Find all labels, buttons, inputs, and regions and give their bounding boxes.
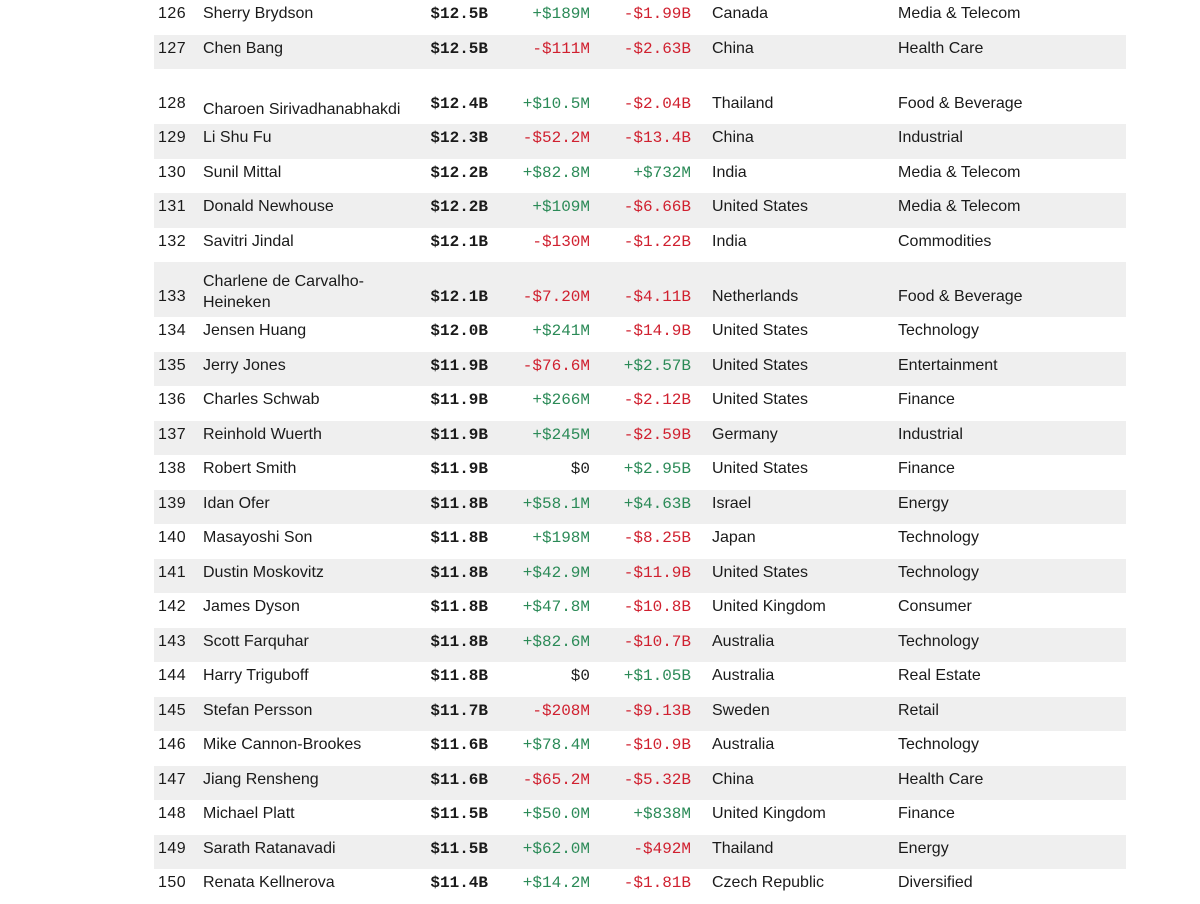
last-change-cell: +$198M [532,529,590,547]
rank-cell: 150 [158,874,187,891]
table-row[interactable] [154,262,1126,317]
rank-cell: 148 [158,805,187,822]
billionaire-name[interactable]: Dustin Moskovitz [203,563,324,581]
country-cell: United States [712,322,809,339]
last-change-cell: +$58.1M [522,494,590,513]
ytd-change-cell: -$1.81B [623,874,691,892]
net-worth-cell: $12.5B [430,39,488,58]
last-change-cell: -$52.2M [522,129,590,147]
billionaire-name[interactable]: Charlene de Carvalho-Heineken [203,273,364,311]
net-worth-cell: $11.5B [430,805,488,823]
net-worth-cell: $11.6B [430,736,488,754]
country-cell: Czech Republic [712,874,825,891]
industry-cell: Consumer [898,598,972,615]
ytd-change-cell: -$10.9B [623,736,691,754]
ytd-change-cell: -$1.22B [623,232,691,251]
billionaire-name[interactable]: Michael Platt [203,805,295,822]
table-row[interactable] [154,124,1126,159]
country-cell: China [712,770,754,788]
net-worth-cell: $11.8B [430,667,488,685]
table-row[interactable] [154,35,1126,70]
country-cell: Canada [712,5,769,22]
industry-cell: Industrial [898,425,963,443]
table-row[interactable] [154,69,1126,124]
ytd-change-cell: -$4.11B [623,287,691,306]
table-row[interactable] [154,593,1126,628]
net-worth-cell: $11.8B [430,563,488,582]
net-worth-cell: $11.8B [430,598,488,616]
table-row[interactable] [154,386,1126,421]
table-row[interactable] [154,455,1126,490]
table-row[interactable] [154,193,1126,228]
industry-cell: Finance [898,391,955,408]
table-row[interactable] [154,869,1126,904]
rank-cell: 136 [158,391,187,408]
industry-cell: Technology [898,322,979,339]
last-change-cell: +$50.0M [522,805,590,823]
ytd-change-cell: -$11.9B [623,563,691,582]
net-worth-cell: $12.0B [430,322,488,340]
last-change-cell: +$10.5M [522,94,590,113]
rank-cell: 127 [158,39,187,57]
billionaire-name[interactable]: Sarath Ratanavadi [203,839,336,857]
industry-cell: Technology [898,529,979,546]
industry-cell: Retail [898,701,939,719]
country-cell: China [712,39,754,57]
ytd-change-cell: -$14.9B [623,322,691,340]
country-cell: Australia [712,667,775,684]
billionaire-name[interactable]: Harry Triguboff [203,667,309,684]
ytd-change-cell: +$1.05B [623,667,691,685]
ytd-change-cell: -$5.32B [623,770,691,789]
rank-cell: 132 [158,232,187,250]
net-worth-cell: $12.1B [430,287,488,306]
table-row[interactable] [154,628,1126,663]
last-change-cell: +$245M [532,425,590,444]
ytd-change-cell: -$10.7B [623,632,691,651]
country-cell: Australia [712,736,775,753]
country-cell: Thailand [712,839,774,857]
country-cell: United Kingdom [712,598,826,615]
ytd-change-cell: -$2.63B [623,39,691,58]
industry-cell: Entertainment [898,356,998,374]
rank-cell: 140 [158,529,187,546]
net-worth-cell: $11.7B [430,701,488,720]
rank-cell: 142 [158,598,187,615]
last-change-cell: +$266M [532,391,590,409]
ytd-change-cell: -$2.59B [623,425,691,444]
billionaire-name[interactable]: Mike Cannon-Brookes [203,736,362,753]
last-change-cell: $0 [570,667,590,685]
country-cell: United States [712,391,809,408]
last-change-cell: +$82.8M [522,163,590,182]
country-cell: Thailand [712,94,774,112]
billionaire-name[interactable]: Masayoshi Son [203,529,313,546]
industry-cell: Technology [898,632,979,650]
industry-cell: Industrial [898,129,963,146]
last-change-cell: -$208M [532,701,590,720]
billionaire-name[interactable]: Scott Farquhar [203,632,309,650]
rank-cell: 128 [158,94,187,112]
billionaire-name[interactable]: Sunil Mittal [203,163,282,181]
table-row[interactable] [154,159,1126,194]
net-worth-cell: $11.9B [430,460,488,478]
industry-cell: Health Care [898,770,984,788]
industry-cell: Finance [898,805,955,822]
billionaires-table [154,0,1126,904]
net-worth-cell: $11.4B [430,874,488,892]
billionaire-name[interactable]: Reinhold Wuerth [203,425,322,443]
table-row[interactable] [154,490,1126,525]
ytd-change-cell: -$9.13B [623,701,691,720]
country-cell: Australia [712,632,775,650]
last-change-cell: +$14.2M [522,874,590,892]
country-cell: United States [712,460,809,477]
ytd-change-cell: -$6.66B [623,198,691,216]
billionaire-name[interactable]: Jerry Jones [203,356,286,374]
country-cell: Israel [712,494,752,512]
rank-cell: 145 [158,701,187,719]
last-change-cell: +$241M [532,322,590,340]
ytd-change-cell: -$2.04B [623,94,691,113]
net-worth-cell: $12.4B [430,94,488,113]
billionaire-name[interactable]: Jiang Rensheng [203,770,319,788]
industry-cell: Diversified [898,874,973,891]
industry-cell: Health Care [898,39,984,57]
ytd-change-cell: -$2.12B [623,391,691,409]
billionaire-name[interactable]: Charles Schwab [203,391,320,408]
table-row[interactable] [154,835,1126,870]
country-cell: China [712,129,754,146]
rank-cell: 144 [158,667,187,684]
ytd-change-cell: -$8.25B [623,529,691,547]
country-cell: United States [712,563,809,581]
billionaire-name[interactable]: Idan Ofer [203,494,270,512]
rank-cell: 139 [158,494,187,512]
ytd-change-cell: +$4.63B [623,494,691,513]
net-worth-cell: $11.8B [430,529,488,547]
billionaire-name[interactable]: Li Shu Fu [203,129,272,146]
rank-cell: 149 [158,839,187,857]
net-worth-cell: $11.8B [430,494,488,513]
last-change-cell: +$62.0M [522,839,590,858]
billionaire-name[interactable]: Jensen Huang [203,322,307,339]
net-worth-cell: $12.5B [430,5,488,23]
last-change-cell: +$78.4M [522,736,590,754]
last-change-cell: $0 [570,460,590,478]
industry-cell: Energy [898,839,949,857]
last-change-cell: -$76.6M [522,356,590,375]
country-cell: United States [712,356,809,374]
industry-cell: Media & Telecom [898,5,1021,22]
ytd-change-cell: +$2.95B [623,460,691,478]
country-cell: India [712,232,747,250]
industry-cell: Media & Telecom [898,163,1021,181]
industry-cell: Food & Beverage [898,94,1023,112]
net-worth-cell: $11.6B [430,770,488,789]
last-change-cell: -$7.20M [522,287,590,306]
country-cell: Netherlands [712,287,799,305]
net-worth-cell: $11.5B [430,839,488,858]
rank-cell: 138 [158,460,187,477]
net-worth-cell: $12.2B [430,163,488,182]
rank-cell: 126 [158,5,187,22]
net-worth-cell: $11.9B [430,356,488,375]
last-change-cell: +$189M [532,5,590,23]
billionaire-name[interactable]: Chen Bang [203,39,284,57]
table-row[interactable] [154,352,1126,387]
industry-cell: Food & Beverage [898,287,1023,305]
billionaire-name[interactable]: James Dyson [203,598,300,615]
table-row[interactable] [154,662,1126,697]
net-worth-cell: $12.2B [430,198,488,216]
last-change-cell: -$130M [532,232,590,251]
industry-cell: Real Estate [898,667,981,684]
rank-cell: 133 [158,287,187,305]
rank-cell: 147 [158,770,187,788]
country-cell: Germany [712,425,778,443]
rank-cell: 129 [158,129,187,146]
rank-cell: 130 [158,163,187,181]
industry-cell: Media & Telecom [898,198,1021,215]
last-change-cell: -$65.2M [522,770,590,789]
table-row[interactable] [154,800,1126,835]
last-change-cell: +$82.6M [522,632,590,651]
rank-cell: 137 [158,425,187,443]
rank-cell: 141 [158,563,187,581]
billionaire-name[interactable]: Sherry Brydson [203,5,314,22]
ytd-change-cell: +$732M [633,163,691,182]
net-worth-cell: $12.1B [430,232,488,251]
ytd-change-cell: -$1.99B [623,5,691,23]
table-row[interactable] [154,766,1126,801]
billionaire-name[interactable]: Renata Kellnerova [203,874,335,891]
industry-cell: Finance [898,460,955,477]
table-row[interactable] [154,731,1126,766]
table-row[interactable] [154,0,1126,35]
country-cell: Japan [712,529,756,546]
billionaire-name[interactable]: Savitri Jindal [203,232,294,250]
country-cell: Sweden [712,701,770,719]
table-row[interactable] [154,228,1126,263]
ytd-change-cell: -$492M [633,839,691,858]
net-worth-cell: $11.9B [430,425,488,444]
net-worth-cell: $11.8B [430,632,488,651]
rank-cell: 143 [158,632,187,650]
country-cell: India [712,163,747,181]
country-cell: United Kingdom [712,805,826,822]
country-cell: United States [712,198,809,215]
last-change-cell: +$109M [532,198,590,216]
billionaire-name[interactable]: Charoen Sirivadhanabhakdi [203,101,401,118]
table-row[interactable] [154,421,1126,456]
industry-cell: Technology [898,563,979,581]
industry-cell: Energy [898,494,949,512]
rank-cell: 146 [158,736,187,753]
table-row[interactable] [154,524,1126,559]
net-worth-cell: $11.9B [430,391,488,409]
billionaire-name[interactable]: Robert Smith [203,460,297,477]
last-change-cell: +$47.8M [522,598,590,616]
table-row[interactable] [154,317,1126,352]
table-row[interactable] [154,697,1126,732]
rank-cell: 134 [158,322,187,339]
ytd-change-cell: -$13.4B [623,129,691,147]
ytd-change-cell: +$2.57B [623,356,691,375]
billionaire-name[interactable]: Stefan Persson [203,701,313,719]
last-change-cell: -$111M [532,39,590,58]
ytd-change-cell: +$838M [633,805,691,823]
table-row[interactable] [154,559,1126,594]
industry-cell: Technology [898,736,979,753]
net-worth-cell: $12.3B [430,129,488,147]
industry-cell: Commodities [898,232,992,250]
last-change-cell: +$42.9M [522,563,590,582]
billionaire-name[interactable]: Donald Newhouse [203,198,334,215]
ytd-change-cell: -$10.8B [623,598,691,616]
rank-cell: 131 [158,198,187,215]
rank-cell: 135 [158,356,187,374]
